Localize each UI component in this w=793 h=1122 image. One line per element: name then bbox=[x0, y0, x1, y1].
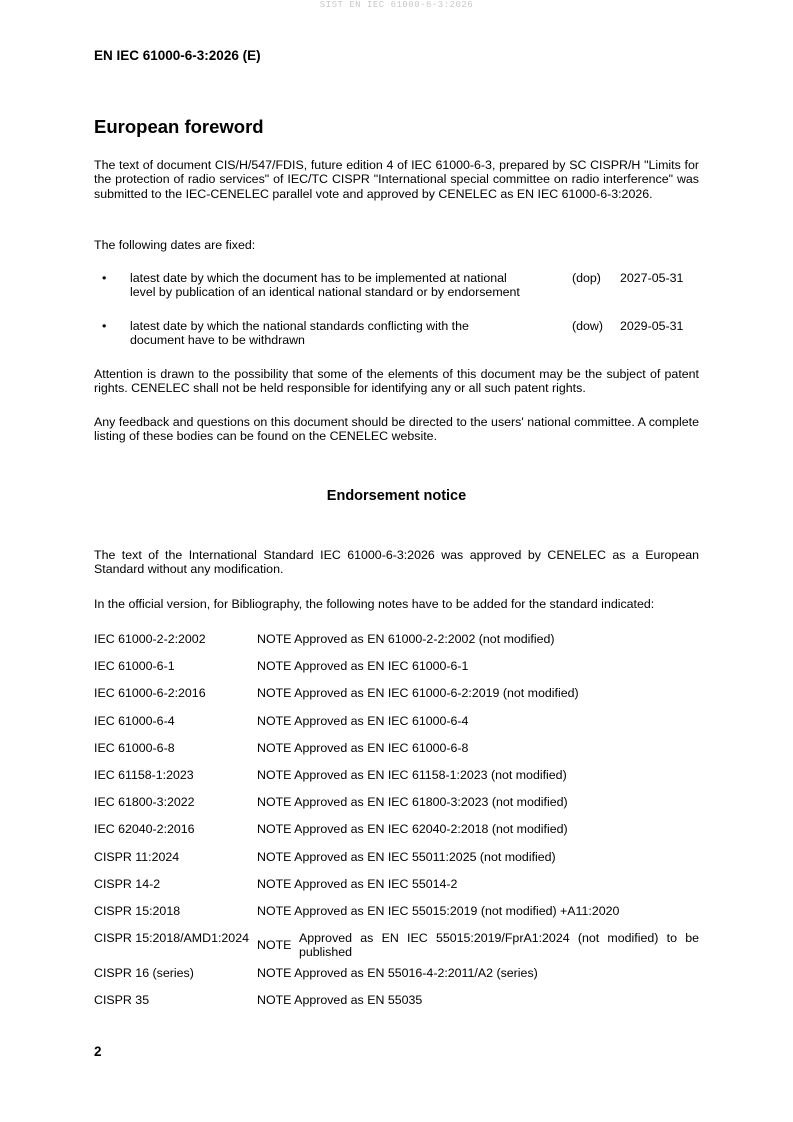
date-item-text: latest date by which the document has to be implemented at national level by publication of an identical national standard or by endorsement bbox=[130, 271, 520, 300]
date-item-code: (dow) bbox=[572, 319, 603, 333]
reference-standard: CISPR 15:2018/AMD1:2024 bbox=[94, 931, 249, 946]
reference-standard: CISPR 35 bbox=[94, 993, 150, 1008]
table-row bbox=[94, 964, 699, 991]
reference-note: NOTE Approved as EN IEC 61158-1:2023 (not modified) bbox=[257, 767, 567, 782]
table-row bbox=[94, 766, 699, 793]
dates-intro: The following dates are fixed: bbox=[94, 238, 256, 252]
table-row bbox=[94, 820, 699, 847]
reference-standard: CISPR 16 (series) bbox=[94, 966, 194, 981]
feedback-paragraph: Any feedback and questions on this document should be directed to the users' national committee. A complete listing of these bodies can be found on the CENELEC website. bbox=[94, 415, 699, 444]
reference-note: NOTE Approved as EN IEC 61000-6-8 bbox=[257, 740, 469, 755]
reference-note: NOTE Approved as EN IEC 62040-2:2018 (not modified) bbox=[257, 822, 568, 837]
table-row bbox=[94, 929, 699, 964]
bullet-icon: • bbox=[102, 319, 107, 333]
section-title: European foreword bbox=[94, 116, 264, 137]
table-row bbox=[94, 630, 699, 657]
table-row bbox=[94, 991, 699, 1018]
table-row bbox=[94, 793, 699, 820]
table-row bbox=[94, 902, 699, 929]
reference-standard: IEC 61000-6-1 bbox=[94, 659, 175, 674]
reference-note: NOTE Approved as EN IEC 61800-3:2023 (not modified) bbox=[257, 795, 568, 810]
reference-note: NOTE Approved as EN 55016-4-2:2011/A2 (series) bbox=[257, 966, 538, 981]
reference-note: NOTE Approved as EN 61000-2-2:2002 (not modified) bbox=[257, 632, 555, 646]
bibliography-intro: In the official version, for Bibliography, the following notes have to be added for the standard indicated: bbox=[94, 597, 655, 611]
reference-standard: CISPR 15:2018 bbox=[94, 903, 181, 918]
endorsement-paragraph: The text of the International Standard IEC 61000-6-3:2026 was approved by CENELEC as a European Standard without any modification. bbox=[94, 548, 699, 577]
reference-standard: CISPR 14-2 bbox=[94, 876, 161, 891]
bibliography-table bbox=[94, 630, 699, 1018]
date-item-code: (dop) bbox=[572, 271, 601, 285]
reference-standard: IEC 61000-2-2:2002 bbox=[94, 632, 206, 646]
date-item-text: latest date by which the national standards conflicting with the document have to be withdrawn bbox=[130, 319, 469, 348]
reference-standard: IEC 61000-6-2:2016 bbox=[94, 686, 206, 701]
endorsement-title: Endorsement notice bbox=[326, 488, 467, 504]
reference-note-tag: NOTE bbox=[257, 938, 292, 953]
date-item-date: 2029-05-31 bbox=[620, 319, 684, 333]
foreword-paragraph: The text of document CIS/H/547/FDIS, future edition 4 of IEC 61000-6-3, prepared by SC CISPR/H "Limits for the protection of radio services" of IEC/TC CISPR "International special committee on radio interference" was submitted to the IEC-CENELEC parallel vote and approved by CENELEC as EN IEC 61000-6-3:2026. bbox=[94, 158, 699, 201]
table-row bbox=[94, 739, 699, 766]
date-item-date: 2027-05-31 bbox=[620, 271, 684, 285]
page-number: 2 bbox=[94, 1044, 102, 1059]
reference-standard: IEC 62040-2:2016 bbox=[94, 822, 195, 837]
reference-note: Approved as EN IEC 55015:2019/FprA1:2024 (not modified) to be published bbox=[299, 931, 699, 960]
reference-note: NOTE Approved as EN IEC 55011:2025 (not modified) bbox=[257, 849, 556, 864]
table-row bbox=[94, 657, 699, 684]
table-row bbox=[94, 712, 699, 739]
reference-standard: CISPR 11:2024 bbox=[94, 849, 180, 864]
reference-standard: IEC 61800-3:2022 bbox=[94, 795, 195, 810]
reference-standard: IEC 61158-1:2023 bbox=[94, 767, 194, 782]
table-row bbox=[94, 684, 699, 711]
patent-paragraph: Attention is drawn to the possibility that some of the elements of this document may be the subject of patent rights. CENELEC shall not be held responsible for identifying any or all such patent rights. bbox=[94, 367, 699, 396]
reference-note: NOTE Approved as EN IEC 61000-6-2:2019 (not modified) bbox=[257, 686, 579, 701]
document-header: EN IEC 61000-6-3:2026 (E) bbox=[94, 48, 261, 63]
table-row bbox=[94, 875, 699, 902]
bullet-icon: • bbox=[102, 271, 107, 285]
reference-note: NOTE Approved as EN IEC 55014-2 bbox=[257, 876, 458, 891]
reference-standard: IEC 61000-6-8 bbox=[94, 740, 175, 755]
reference-standard: IEC 61000-6-4 bbox=[94, 713, 175, 728]
reference-note: NOTE Approved as EN IEC 61000-6-4 bbox=[257, 713, 469, 728]
table-row bbox=[94, 848, 699, 875]
watermark: SIST EN IEC 61000-6-3:2026 bbox=[319, 0, 474, 10]
reference-note: NOTE Approved as EN IEC 61000-6-1 bbox=[257, 659, 469, 674]
reference-note: NOTE Approved as EN 55035 bbox=[257, 993, 423, 1008]
reference-note: NOTE Approved as EN IEC 55015:2019 (not modified) +A11:2020 bbox=[257, 903, 620, 918]
